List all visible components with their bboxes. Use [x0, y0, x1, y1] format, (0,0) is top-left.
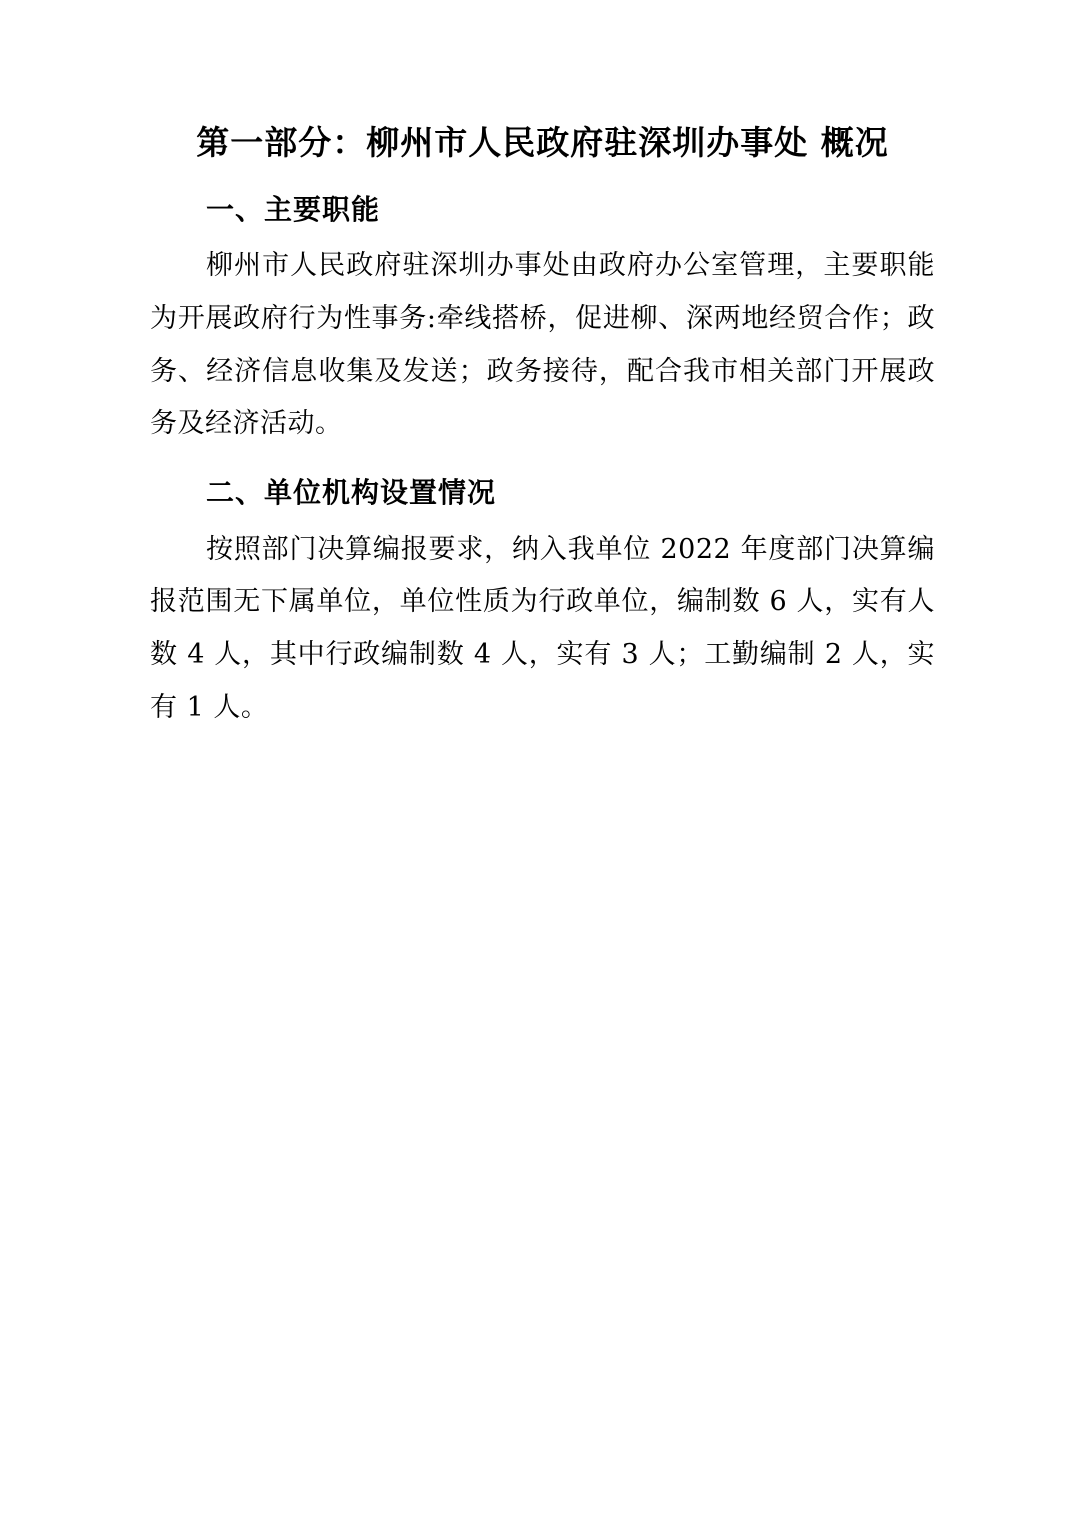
section-paragraph-org-structure: 按照部门决算编报要求，纳入我单位 2022 年度部门决算编报范围无下属单位，单位性质为行政单位，编制数 6 人，实有人数 4 人，其中行政编制数 4 人，实有 3 人；工勤编制 2 人，实有 1 人。: [150, 533, 935, 723]
page-title: 第一部分：柳州市人民政府驻深圳办事处 概况: [196, 123, 889, 162]
section-heading-org-structure: 二、单位机构设置情况: [206, 475, 497, 509]
section-heading-main-duties: 一、主要职能: [206, 192, 381, 226]
section-paragraph-main-duties: 柳州市人民政府驻深圳办事处由政府办公室管理，主要职能为开展政府行为性事务:牵线搭桥，促进柳、深两地经贸合作；政务、经济信息收集及发送；政务接待，配合我市相关部门开展政务及经济活动。: [150, 250, 935, 440]
